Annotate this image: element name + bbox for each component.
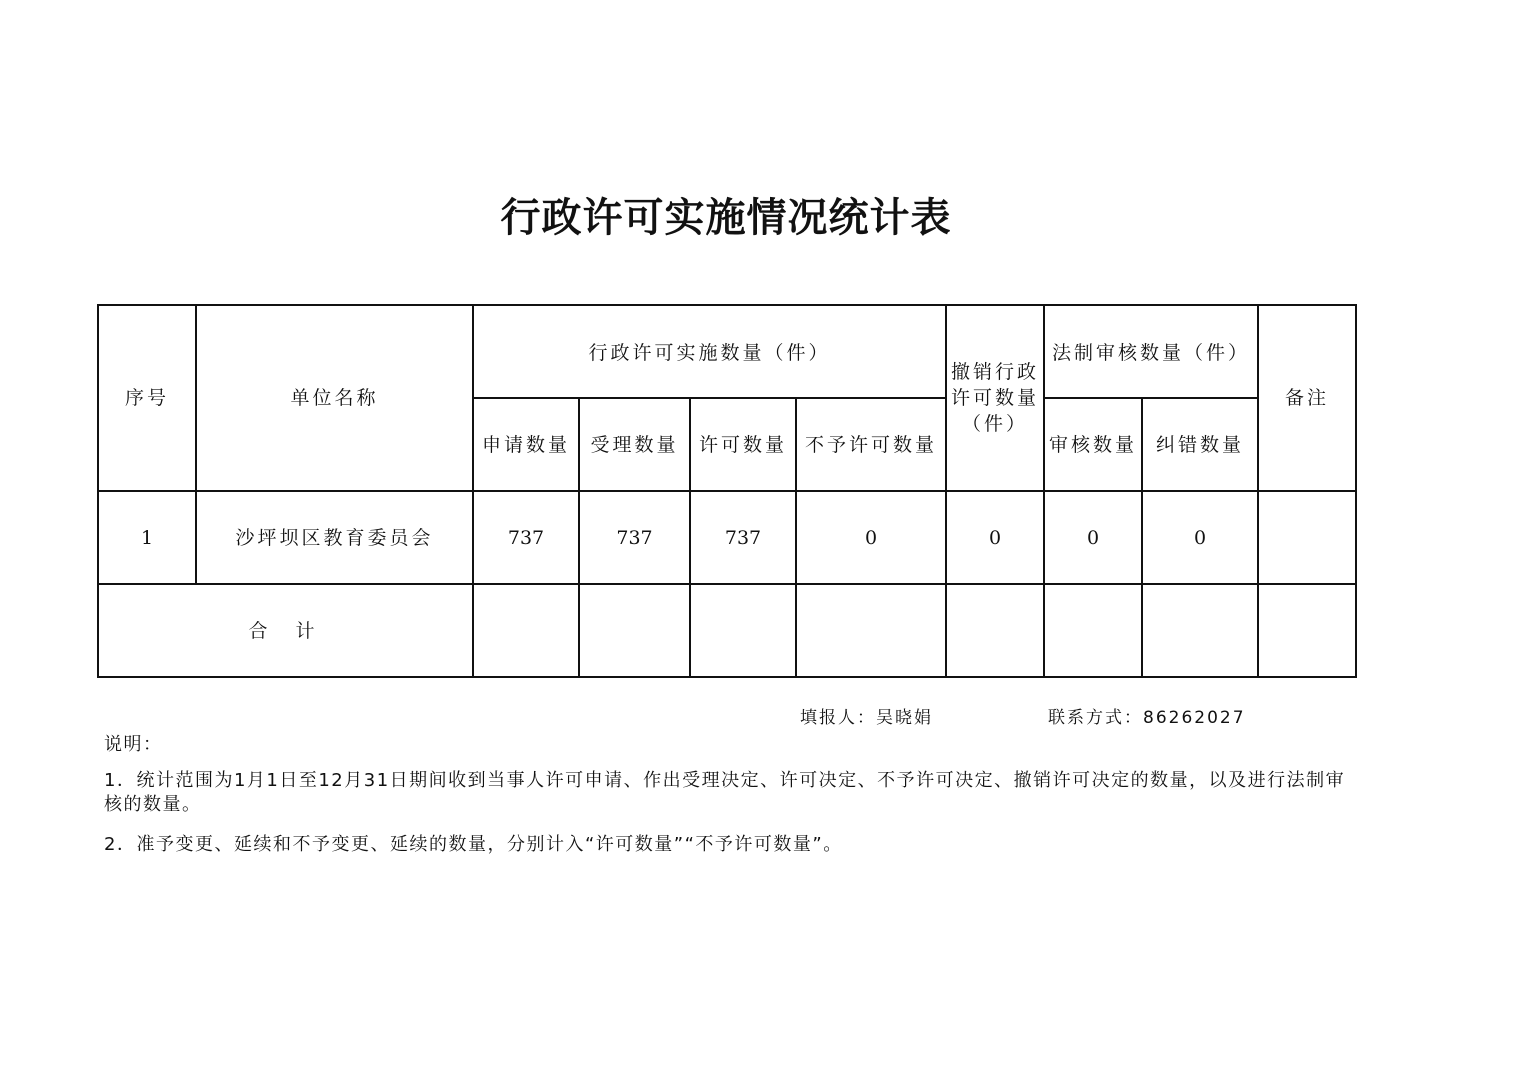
total-deny bbox=[796, 584, 946, 677]
statistics-table bbox=[97, 304, 1357, 678]
note-item-1: 1．统计范围为1月1日至12月31日期间收到当事人许可申请、作出受理决定、许可决定、不予许可决定、撤销许可决定的数量，以及进行法制审核的数量。 bbox=[104, 770, 1346, 815]
cell-accept-count: 737 bbox=[579, 491, 690, 584]
total-correct bbox=[1142, 584, 1258, 677]
cell-revoke-count: 0 bbox=[946, 491, 1044, 584]
cell-deny-count: 0 bbox=[796, 491, 946, 584]
notes-section bbox=[104, 733, 1364, 873]
note-item-2: 2．准予变更、延续和不予变更、延续的数量，分别计入“许可数量”“不予许可数量”。 bbox=[104, 834, 843, 855]
header-permit-count: 许可数量 bbox=[690, 398, 796, 491]
header-review-count: 审核数量 bbox=[1044, 398, 1142, 491]
header-legal-review-group: 法制审核数量（件） bbox=[1044, 305, 1258, 398]
total-label: 合计 bbox=[98, 584, 473, 677]
total-remark bbox=[1258, 584, 1356, 677]
header-seq: 序号 bbox=[98, 305, 196, 491]
cell-seq: 1 bbox=[98, 491, 196, 584]
header-accept-count: 受理数量 bbox=[579, 398, 690, 491]
header-correct-count: 纠错数量 bbox=[1142, 398, 1258, 491]
contact-info: 联系方式：86262027 bbox=[1048, 708, 1246, 728]
total-apply bbox=[473, 584, 579, 677]
total-row bbox=[98, 584, 1356, 677]
total-permit bbox=[690, 584, 796, 677]
table-row bbox=[98, 491, 1356, 584]
header-implementation-group: 行政许可实施数量（件） bbox=[473, 305, 946, 398]
cell-remark bbox=[1258, 491, 1356, 584]
total-review bbox=[1044, 584, 1142, 677]
cell-permit-count: 737 bbox=[690, 491, 796, 584]
header-revoke: 撤销行政许可数量（件） bbox=[946, 305, 1044, 491]
cell-apply-count: 737 bbox=[473, 491, 579, 584]
header-unit-name: 单位名称 bbox=[196, 305, 473, 491]
header-apply-count: 申请数量 bbox=[473, 398, 579, 491]
total-revoke bbox=[946, 584, 1044, 677]
filler-name: 填报人：吴晓娟 bbox=[800, 708, 933, 728]
notes-heading: 说明： bbox=[104, 734, 163, 755]
cell-unit-name: 沙坪坝区教育委员会 bbox=[196, 491, 473, 584]
header-remark: 备注 bbox=[1258, 305, 1356, 491]
total-accept bbox=[579, 584, 690, 677]
page-title: 行政许可实施情况统计表 bbox=[500, 194, 952, 241]
header-deny-count: 不予许可数量 bbox=[796, 398, 946, 491]
cell-review-count: 0 bbox=[1044, 491, 1142, 584]
cell-correct-count: 0 bbox=[1142, 491, 1258, 584]
